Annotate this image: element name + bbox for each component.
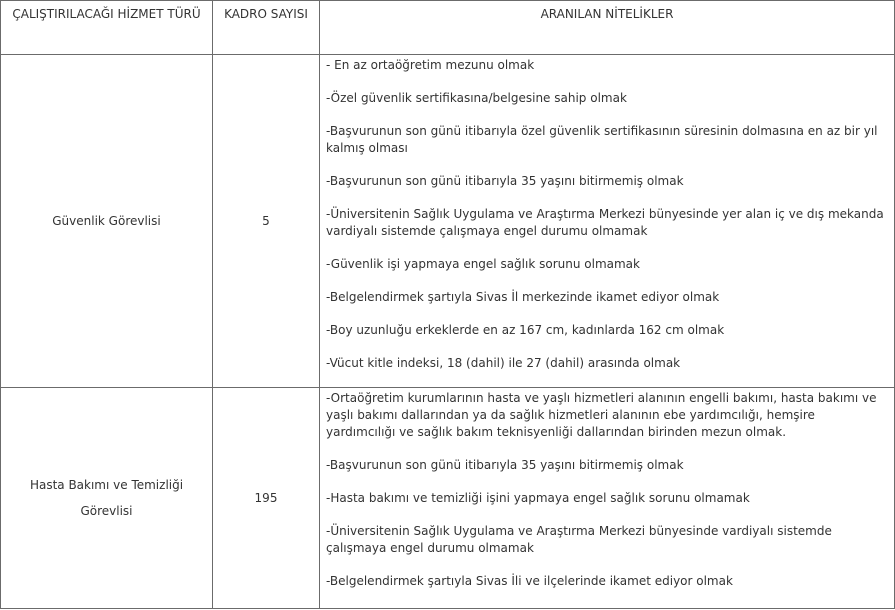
qualification-item: -Üniversitenin Sağlık Uygulama ve Araştırma Merkezi bünyesinde vardiyalı sistemde çalışmaya engel durumu olmamak [326,524,832,555]
table-row [1,388,895,609]
service-name: Güvenlik Görevlisi [52,214,161,228]
qualification-item: -Güvenlik işi yapmaya engel sağlık sorunu olmamak [326,257,640,271]
qualification-item: -Başvurunun son günü itibarıyla özel güvenlik sertifikasının süresinin dolmasına en az bir yıl kalmış olması [326,124,878,155]
qualification-item: -Hasta bakımı ve temizliği işini yapmaya engel sağlık sorunu olmamak [326,491,750,505]
service-cell [1,55,213,388]
service-name: Hasta Bakımı ve Temizliği Görevlisi [29,478,184,518]
header-service-type: ÇALIŞTIRILACAĞI HİZMET TÜRÜ [1,1,213,55]
qualification-item: -Boy uzunluğu erkeklerde en az 167 cm, kadınlarda 162 cm olmak [326,323,725,337]
header-cadre-count: KADRO SAYISI [213,1,320,55]
qualification-item: -Belgelendirmek şartıyla Sivas İli ve ilçelerinde ikamet ediyor olmak [326,574,733,588]
qualification-item: - En az ortaöğretim mezunu olmak [326,58,535,72]
qualifications-cell [320,388,895,609]
qualification-item: -Ortaöğretim kurumlarının hasta ve yaşlı hizmetleri alanının engelli bakımı, hasta bakımı ve yaşlı bakımı dallarından ya da sağlık hizmetleri alanının ebe yardımcılığı, hemşire yardımcılığı ve sağlık bakım teknisyenliği dallarından birinden mezun olmak. [326,391,877,439]
count-cell: 195 [213,388,320,609]
count-cell: 5 [213,55,320,388]
qualification-item: -Üniversitenin Sağlık Uygulama ve Araştırma Merkezi bünyesinde yer alan iç ve dış mekanda vardiyalı sistemde çalışmaya engel durumu olmamak [326,207,884,238]
qualification-item: -Belgelendirmek şartıyla Sivas İl merkezinde ikamet ediyor olmak [326,290,720,304]
qualification-item: -Başvurunun son günü itibarıyla 35 yaşını bitirmemiş olmak [326,458,684,472]
table-row [1,55,895,388]
table-header-row [1,1,895,55]
qualification-item: -Başvurunun son günü itibarıyla 35 yaşını bitirmemiş olmak [326,174,684,188]
qualifications-cell [320,55,895,388]
qualification-item: -Özel güvenlik sertifikasına/belgesine sahip olmak [326,91,627,105]
service-cell [1,388,213,609]
qualification-item: -Vücut kitle indeksi, 18 (dahil) ile 27 (dahil) arasında olmak [326,356,681,370]
header-qualifications: ARANILAN NİTELİKLER [320,1,895,55]
